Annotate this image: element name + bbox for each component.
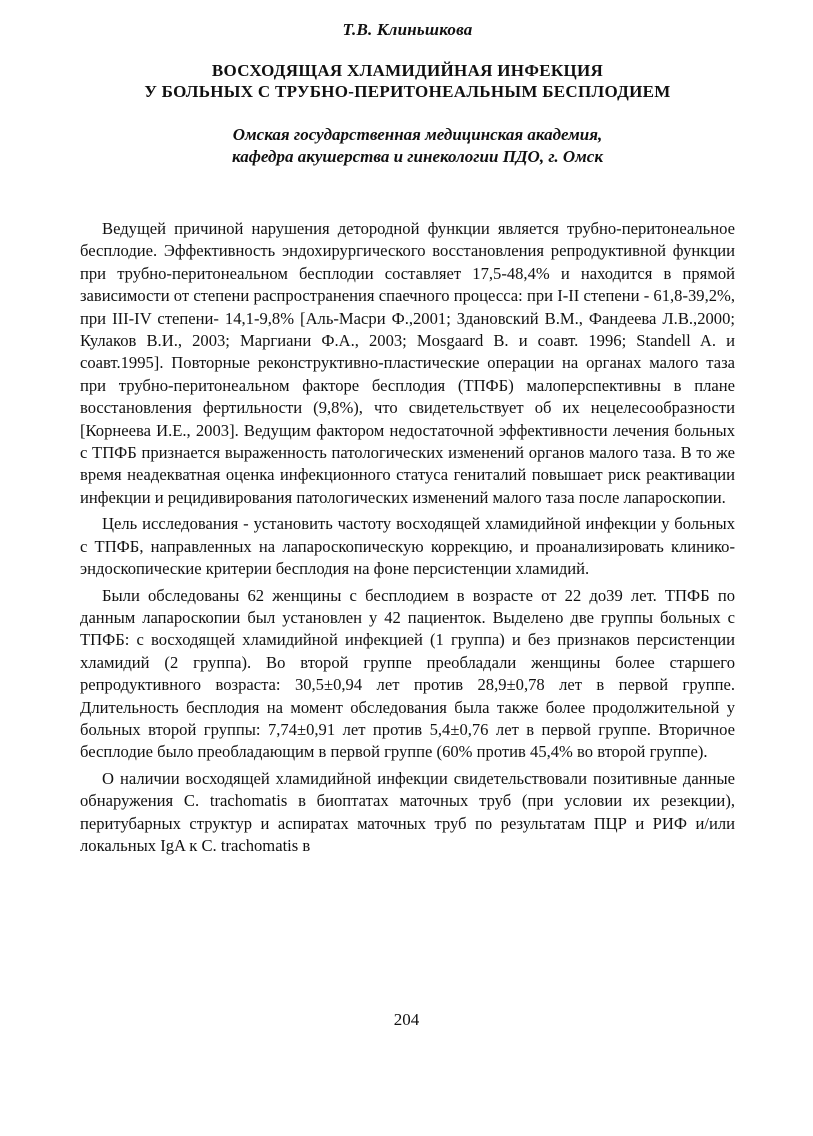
- title-line-1: ВОСХОДЯЩАЯ ХЛАМИДИЙНАЯ ИНФЕКЦИЯ: [211, 61, 604, 80]
- paragraph-evidence: О наличии восходящей хламидийной инфекции свидетельствовали позитивные данные обнаружения C. trachomatis в биоптатах маточных труб (при условии их резекции), перитубарных структур и аспиратах маточных труб по результатам ПЦР и РИФ и/или локальных IgA к C. trachomatis в: [80, 768, 735, 855]
- page-number: 204: [393, 1010, 420, 1029]
- paragraph-intro: Ведущей причиной нарушения детородной функции является трубно-перитонеальное бесплодие. Эффективность эндохирургического восстановления репродуктивной функции при трубно-перитонеальном бесплодии составляет 17,5-48,4% и находится в прямой зависимости от степени распространения спаечного процесса: при I-II степени - 61,8-39,2%, при III-IV степени- 14,1-9,8% [Аль-Масри Ф.,2001; Здановский В.М., Фандеева Л.В.,2000; Кулаков В.И., 2003; Маргиани Ф.А., 2003; Mosgaard B. и соавт. 1996; Standell A. и соавт.1995]. Повторные реконструктивно-пластические операции на органах малого таза при трубно-перитонеальном факторе бесплодия (ТПФБ) малоперспективны в плане восстановления фертильности (9,8%), что свидетельствует об их нецелесообразности [Корнеева И.Е., 2003]. Ведущим фактором недостаточной эффективности лечения больных с ТПФБ признается выраженность патологических изменений органов малого таза. В то же время неадекватная оценка инфекционного статуса гениталий повышает риск реактивации инфекции и рецидивирования патологических изменений малого таза после лапароскопии.: [80, 219, 735, 507]
- paragraph-methods: Были обследованы 62 женщины с бесплодием в возрасте от 22 до39 лет. ТПФБ по данным лапароскопии был установлен у 42 пациенток. Выделено две группы больных с ТПФБ: с восходящей хламидийной инфекцией (1 группа) и без признаков персистенции хламидий (2 группа). Во второй группе преобладали женщины более старшего репродуктивного возраста: 30,5±0,94 лет против 28,9±0,78 лет в первой группе. Длительность бесплодия на момент обследования была также более продолжительной у больных второй группы: 7,74±0,91 лет против 5,4±0,76 лет в первой группе. Вторичное бесплодие было преобладающим в первой группе (60% против 45,4% во второй группе).: [80, 585, 735, 762]
- article-body: [80, 218, 735, 857]
- page: [80, 20, 735, 861]
- article-title: [80, 60, 735, 102]
- paragraph-aim: Цель исследования - установить частоту восходящей хламидийной инфекции у больных с ТПФБ, направленных на лапароскопическую коррекцию, и проанализировать клинико-эндоскопические критерии бесплодия на фоне персистенции хламидий.: [80, 514, 735, 579]
- affiliation: [80, 124, 735, 168]
- title-line-2: У БОЛЬНЫХ С ТРУБНО-ПЕРИТОНЕАЛЬНЫМ БЕСПЛОДИЕМ: [144, 82, 671, 101]
- affiliation-line-1: Омская государственная медицинская академия,: [232, 125, 603, 144]
- affiliation-line-2: кафедра акушерства и гинекологии ПДО, г. Омск: [232, 147, 603, 166]
- author-line: Т.В. Клиньшкова: [342, 20, 473, 39]
